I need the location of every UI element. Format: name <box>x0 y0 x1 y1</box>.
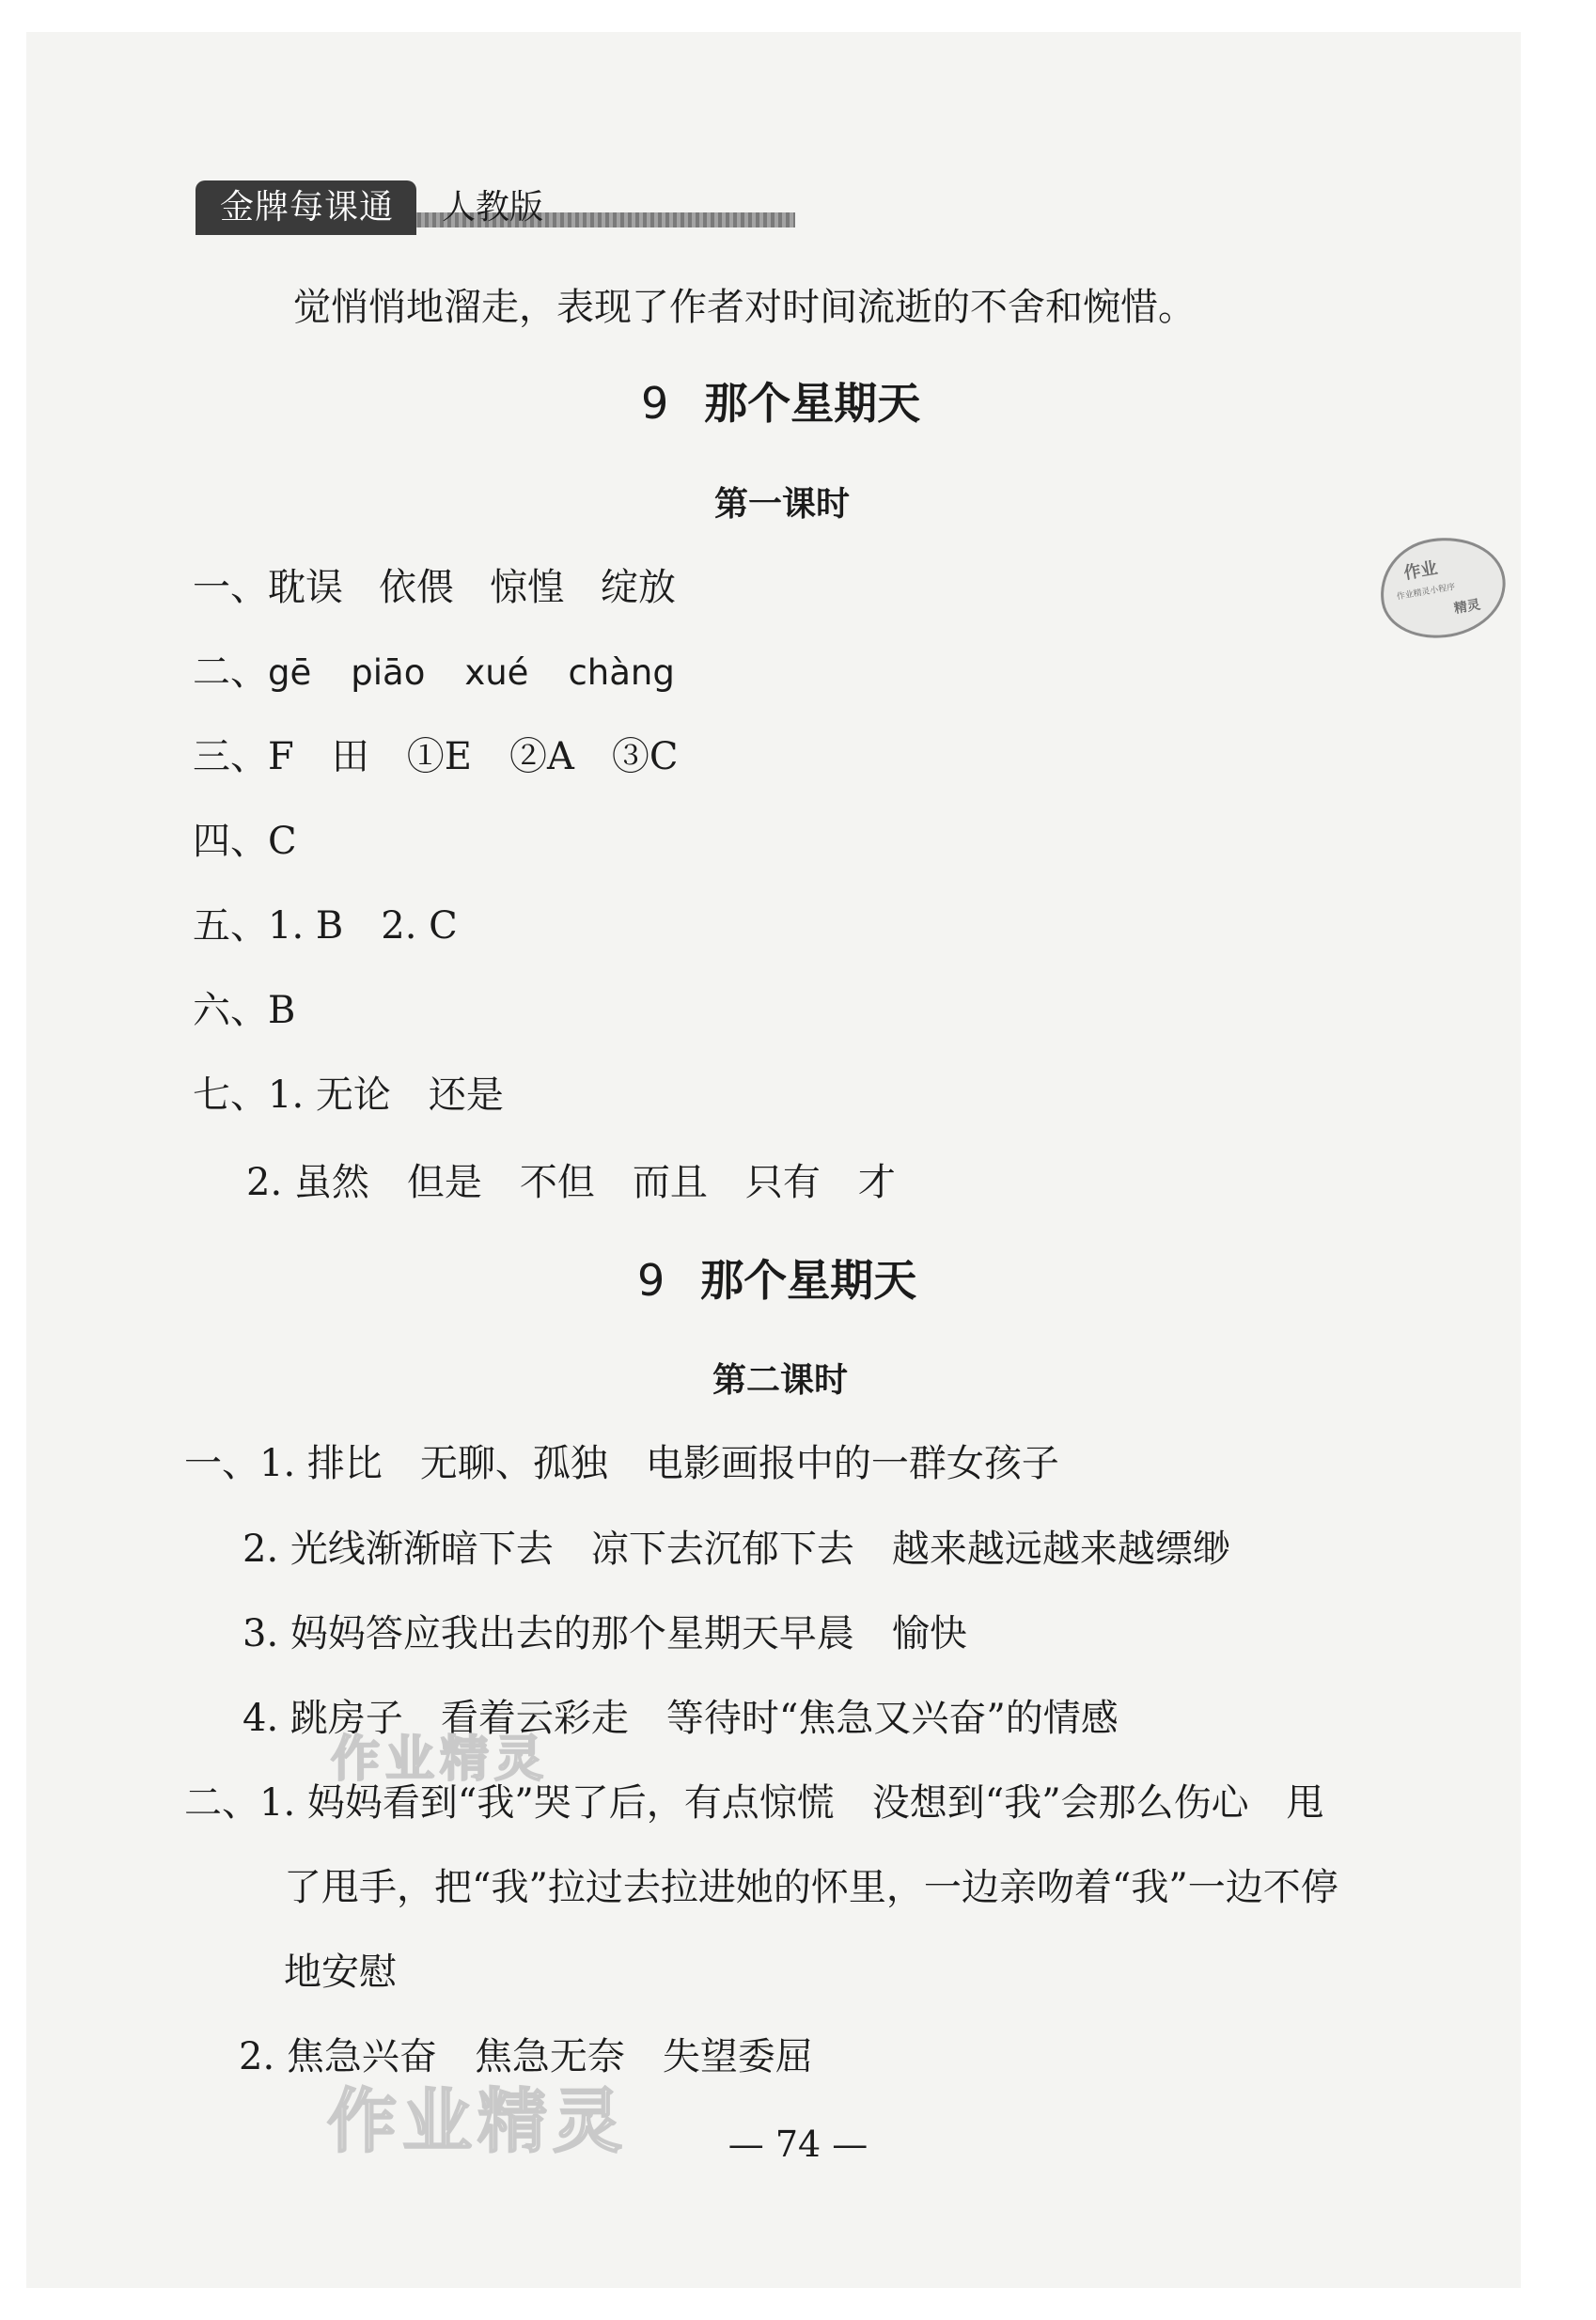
s2-answer-8: 2. 焦急兴奋 焦急无奈 失望委屈 <box>239 2035 813 2078</box>
section2-title <box>637 1255 917 1306</box>
section2-title-text: 那个星期天 <box>700 1255 917 1306</box>
s1-answer-6: 六、B <box>193 989 296 1032</box>
s2-answer-2: 2. 光线渐渐暗下去 凉下去沉郁下去 越来越远越来越缥缈 <box>243 1528 1230 1571</box>
s2-answer-4: 4. 跳房子 看着云彩走 等待时“焦急又兴奋”的情感 <box>243 1697 1119 1740</box>
s1-answer-7-2: 2. 虽然 但是 不但 而且 只有 才 <box>246 1161 896 1204</box>
s1-answer-4: 四、C <box>193 820 297 863</box>
s1-answer-5: 五、1. B 2. C <box>193 904 458 948</box>
s2-answer-6: 了甩手，把“我”拉过去拉进她的怀里，一边亲吻着“我”一边不停 <box>284 1866 1338 1909</box>
s2-answer-7: 地安慰 <box>284 1951 397 1994</box>
answer-word: 绽放 <box>601 566 676 609</box>
s1-answer-1 <box>193 566 676 609</box>
stamp-text: 精灵 <box>1452 597 1482 618</box>
s2-answer-3: 3. 妈妈答应我出去的那个星期天早晨 愉快 <box>243 1612 967 1655</box>
stamp-text: 作业精灵小程序 <box>1396 582 1457 603</box>
s1-answer-7-1: 七、1. 无论 还是 <box>193 1074 504 1117</box>
intro-line: 觉悄悄地溜走，表现了作者对时间流逝的不舍和惋惜。 <box>293 286 1196 329</box>
s2-answer-1: 一、1. 排比 无聊、孤独 电影画报中的一群女孩子 <box>184 1442 1059 1485</box>
answer-label: 一、 <box>193 566 268 609</box>
section2-subtitle: 第二课时 <box>712 1361 849 1400</box>
watermark: 作业精灵 <box>327 2081 628 2162</box>
s1-answer-3: 三、F 田 ①E ②A ③C <box>193 735 679 778</box>
s1-answer-2 <box>193 651 714 694</box>
pinyin-item: chàng <box>568 652 675 693</box>
series-name: 金牌每课通 <box>196 180 416 235</box>
page-paper <box>26 32 1521 2288</box>
book-header <box>196 180 590 237</box>
edition-label: 人教版 <box>442 188 544 227</box>
section2-number: 9 <box>637 1255 665 1306</box>
answer-word: 依偎 <box>379 566 454 609</box>
s2-answer-5: 二、1. 妈妈看到“我”哭了后，有点惊慌 没想到“我”会那么伤心 甩 <box>184 1781 1324 1825</box>
stamp-text: 作业 <box>1402 557 1440 584</box>
answer-word: 惊惶 <box>490 566 565 609</box>
pinyin-item: piāo <box>351 652 426 693</box>
page-number: — 74 — <box>728 2124 868 2165</box>
section1-title <box>641 378 921 429</box>
section1-subtitle: 第一课时 <box>714 485 851 524</box>
section1-number: 9 <box>641 378 669 429</box>
answer-word: 耽误 <box>268 566 343 609</box>
pinyin-item: gē <box>268 652 312 693</box>
watermark: 作业精灵 <box>331 1732 550 1788</box>
pinyin-item: xué <box>464 652 529 693</box>
section1-title-text: 那个星期天 <box>704 378 921 429</box>
answer-label: 二、 <box>193 651 268 694</box>
